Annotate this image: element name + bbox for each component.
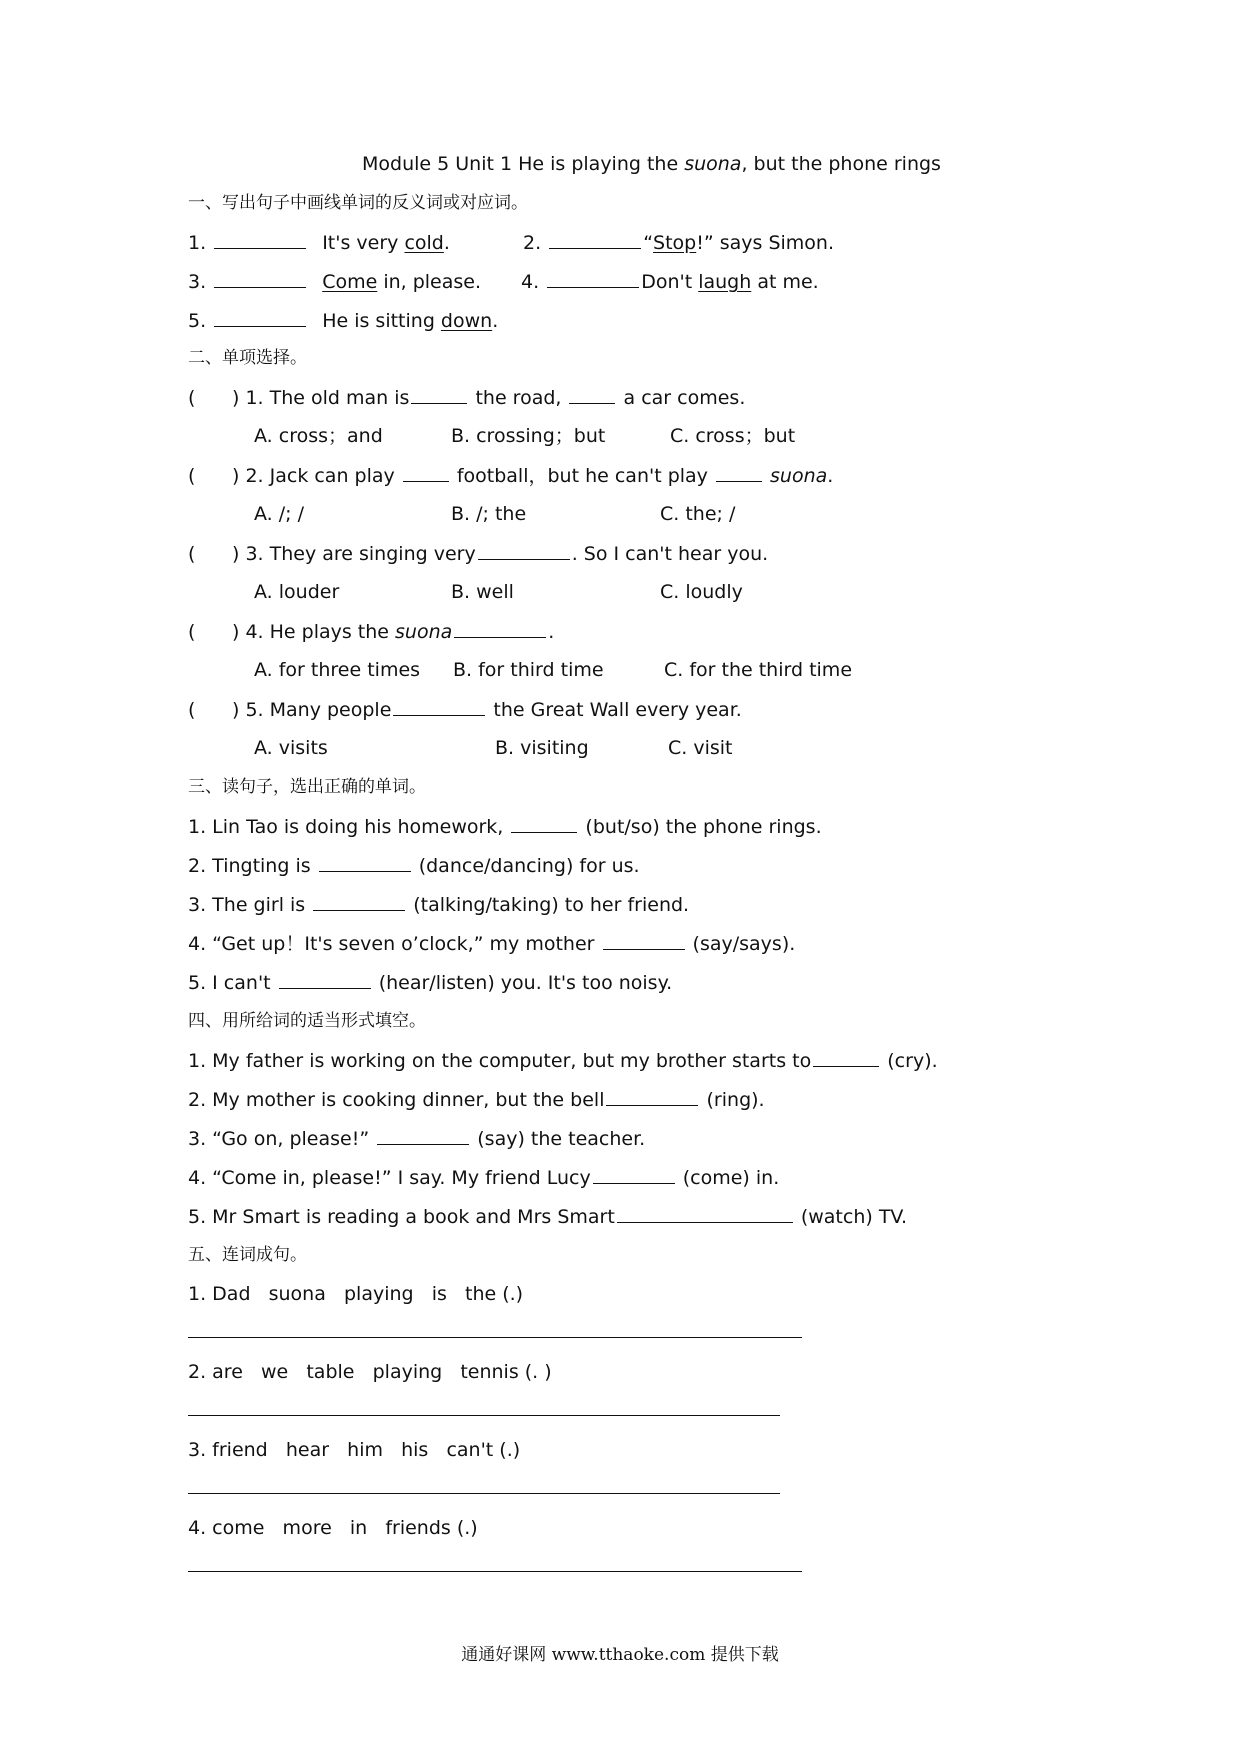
sec4-question-3: 3. “Go on, please!” (say) the teacher. <box>188 1128 646 1150</box>
sec5-question-2: 2. are we table playing tennis (. ) <box>188 1361 552 1383</box>
sec1-question-3: 3. Come in, please. <box>188 271 482 293</box>
answer-blank[interactable] <box>813 1048 879 1067</box>
answer-line[interactable] <box>188 1337 802 1338</box>
sec2-q1-option-a: A. cross；and <box>254 425 383 447</box>
answer-blank[interactable] <box>214 269 306 288</box>
section-1-heading: 一、写出句子中画线单词的反义词或对应词。 <box>188 193 528 213</box>
sec2-q3-option-a: A. louder <box>254 581 340 603</box>
answer-line[interactable] <box>188 1415 780 1416</box>
sec2-q3-option-b: B. well <box>451 581 514 603</box>
answer-line[interactable] <box>188 1493 780 1494</box>
answer-blank[interactable] <box>279 970 371 989</box>
worksheet-title: Module 5 Unit 1 He is playing the suona, but the phone rings <box>362 153 941 175</box>
sec2-q2-option-a: A. /; / <box>254 503 304 525</box>
sec3-question-5: 5. I can't (hear/listen) you. It's too noisy. <box>188 972 673 994</box>
footer-credit: 通通好课网 www.tthaoke.com 提供下载 <box>461 1645 779 1665</box>
answer-blank[interactable] <box>716 463 762 482</box>
answer-blank[interactable] <box>403 463 449 482</box>
answer-blank[interactable] <box>606 1087 698 1106</box>
answer-blank[interactable] <box>547 269 639 288</box>
section-4-heading: 四、用所给词的适当形式填空。 <box>188 1011 426 1031</box>
sec2-q1-option-b: B. crossing；but <box>451 425 606 447</box>
sec1-question-1: 1. It's very cold. <box>188 232 450 254</box>
answer-blank[interactable] <box>319 853 411 872</box>
answer-blank[interactable] <box>393 697 485 716</box>
answer-blank[interactable] <box>411 385 467 404</box>
sec2-q5-option-c: C. visit <box>668 737 733 759</box>
answer-blank[interactable] <box>214 308 306 327</box>
sec2-question-4: ( ) 4. He plays the suona . <box>188 621 555 643</box>
sec2-q4-option-a: A. for three times <box>254 659 421 681</box>
answer-blank[interactable] <box>603 931 685 950</box>
sec2-q1-option-c: C. cross；but <box>670 425 796 447</box>
sec2-q2-option-c: C. the; / <box>660 503 736 525</box>
sec2-question-2: ( ) 2. Jack can play football，but he can't play suona. <box>188 465 834 487</box>
answer-blank[interactable] <box>617 1204 793 1223</box>
sec4-question-5: 5. Mr Smart is reading a book and Mrs Smart (watch) TV. <box>188 1206 908 1228</box>
sec2-question-3: ( ) 3. They are singing very . So I can't hear you. <box>188 543 769 565</box>
sec3-question-1: 1. Lin Tao is doing his homework, (but/so) the phone rings. <box>188 816 822 838</box>
sec1-question-5: 5. He is sitting down. <box>188 310 499 332</box>
sec2-question-1: ( ) 1. The old man is the road, a car comes. <box>188 387 746 409</box>
answer-line[interactable] <box>188 1571 802 1572</box>
sec5-question-3: 3. friend hear him his can't (.) <box>188 1439 521 1461</box>
answer-blank[interactable] <box>214 230 306 249</box>
sec3-question-4: 4. “Get up！It's seven o’clock,” my mother (say/says). <box>188 933 796 955</box>
section-5-heading: 五、连词成句。 <box>188 1245 307 1265</box>
answer-blank[interactable] <box>478 541 570 560</box>
sec5-question-4: 4. come more in friends (.) <box>188 1517 478 1539</box>
sec2-q2-option-b: B. /; the <box>451 503 527 525</box>
sec2-question-5: ( ) 5. Many people the Great Wall every year. <box>188 699 742 721</box>
sec2-q5-option-a: A. visits <box>254 737 328 759</box>
sec5-question-1: 1. Dad suona playing is the (.) <box>188 1283 524 1305</box>
answer-blank[interactable] <box>593 1165 675 1184</box>
sec2-q4-option-b: B. for third time <box>453 659 604 681</box>
sec3-question-3: 3. The girl is (talking/taking) to her friend. <box>188 894 690 916</box>
sec2-q4-option-c: C. for the third time <box>664 659 853 681</box>
sec2-q5-option-b: B. visiting <box>495 737 589 759</box>
sec4-question-2: 2. My mother is cooking dinner, but the bell (ring). <box>188 1089 765 1111</box>
answer-blank[interactable] <box>377 1126 469 1145</box>
sec2-q3-option-c: C. loudly <box>660 581 743 603</box>
section-2-heading: 二、单项选择。 <box>188 348 307 368</box>
answer-blank[interactable] <box>569 385 615 404</box>
sec1-question-4: 4. Don't laugh at me. <box>521 271 819 293</box>
answer-blank[interactable] <box>549 230 641 249</box>
sec4-question-4: 4. “Come in, please!” I say. My friend Lucy (come) in. <box>188 1167 780 1189</box>
sec3-question-2: 2. Tingting is (dance/dancing) for us. <box>188 855 640 877</box>
sec4-question-1: 1. My father is working on the computer, but my brother starts to (cry). <box>188 1050 938 1072</box>
sec1-question-2: 2. “Stop!” says Simon. <box>523 232 835 254</box>
answer-blank[interactable] <box>511 814 577 833</box>
answer-blank[interactable] <box>313 892 405 911</box>
section-3-heading: 三、读句子，选出正确的单词。 <box>188 777 426 797</box>
answer-blank[interactable] <box>454 619 546 638</box>
